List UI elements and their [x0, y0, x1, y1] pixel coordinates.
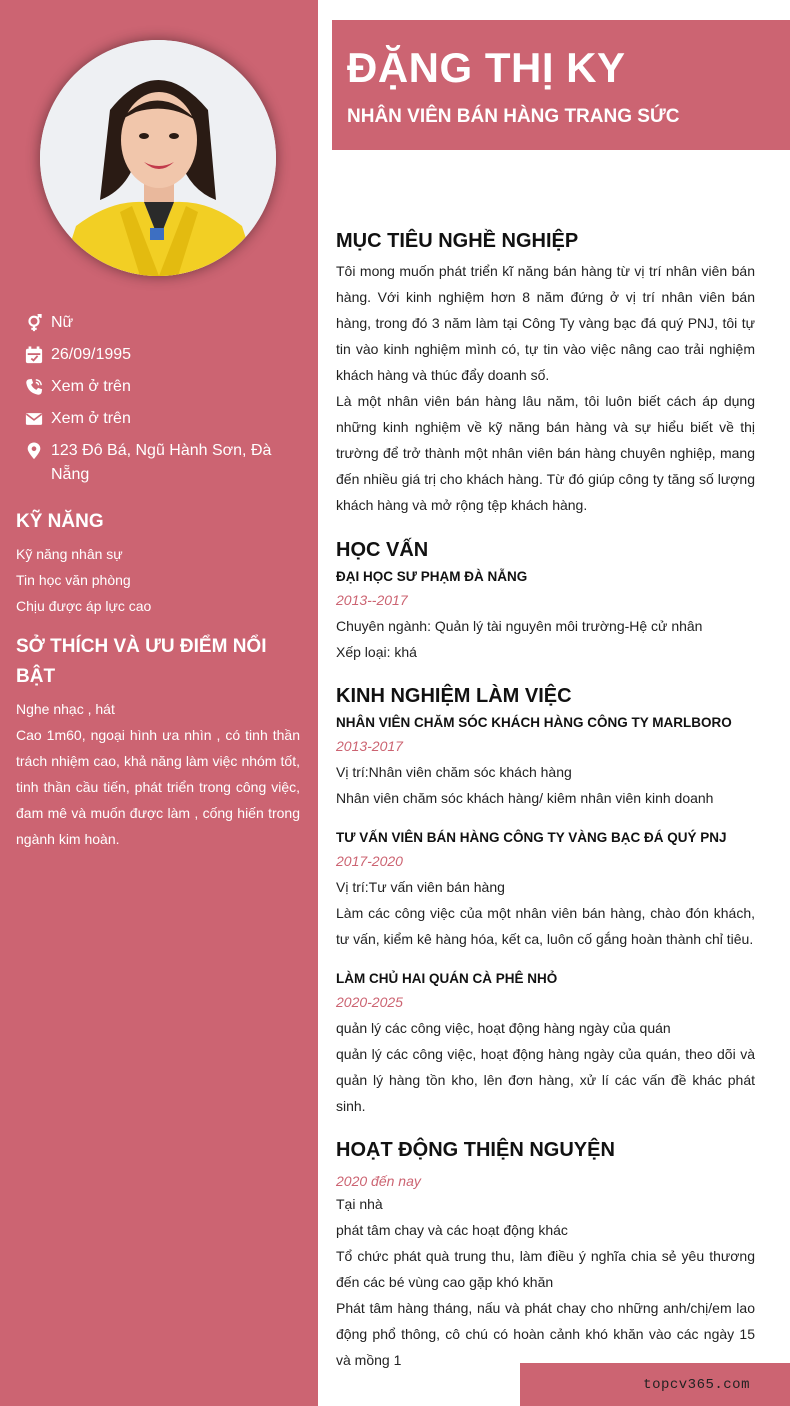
contact-gender-text: Nữ — [51, 314, 74, 331]
objective-paragraph: Tôi mong muốn phát triển kĩ năng bán hàng từ vị trí nhân viên bán hàng. Với kinh nghiệm hơn 8 năm đứng ở vị trí nhân viên bán hàng, trong đó 3 năm làm tại Công Ty vàng bạc đá quý PNJ, tôi tự tin vào kinh nghiệm mình có, tự tin vào việc nâng cao trải nghiệm khách hàng và thúc đẩy doanh số. — [336, 263, 755, 383]
objective-title: MỤC TIÊU NGHỀ NGHIỆP — [336, 230, 579, 252]
contact-phone-text: Xem ở trên — [51, 378, 131, 395]
objective-section — [336, 227, 755, 518]
contact-address-text: 123 Đô Bá, Ngũ Hành Sơn, Đà Nẵng — [51, 442, 272, 483]
skills-section — [16, 507, 300, 619]
candidate-name: ĐẶNG THỊ KY — [347, 44, 626, 91]
job-line: Nhân viên chăm sóc khách hàng/ kiêm nhân viên kinh doanh — [336, 790, 714, 806]
main-content — [336, 227, 755, 1373]
footer-banner — [520, 1363, 790, 1406]
skill-item: Chịu được áp lực cao — [16, 598, 152, 614]
hobby-item: Nghe nhạc , hát — [16, 701, 115, 717]
education-line: Xếp loại: khá — [336, 644, 417, 660]
gender-icon — [24, 311, 44, 335]
job-date: 2013-2017 — [336, 738, 403, 754]
school-name: ĐẠI HỌC SƯ PHẠM ĐÀ NẴNG — [336, 569, 528, 584]
charity-date: 2020 đến nay — [336, 1173, 421, 1189]
job-line: quản lý các công việc, hoạt động hàng ngày của quán, theo dõi và quản lý hàng tồn kho, lên đơn hàng, xử lí các vấn đề khác phát sinh. — [336, 1046, 755, 1114]
header-banner — [332, 20, 790, 150]
job-date: 2020-2025 — [336, 994, 403, 1010]
job-entry — [336, 969, 755, 1119]
charity-place: Tại nhà — [336, 1196, 383, 1212]
portrait-image — [40, 40, 276, 276]
charity-line: phát tâm chay và các hoạt động khác — [336, 1222, 568, 1238]
watermark-text: topcv365.com — [643, 1377, 750, 1393]
objective-paragraph: Là một nhân viên bán hàng lâu năm, tôi luôn biết cách áp dụng những kinh nghiệm về kỹ năng bán hàng và sự hiểu biết về thị trường để trở thành một nhân viên bán hàng chuyên nghiệp, mang đến nhiều giá trị cho khách hàng. Từ đó giúp công ty tăng số lượng khách hàng và mở rộng tệp khách hàng. — [336, 393, 755, 513]
skill-item: Tin học văn phòng — [16, 572, 131, 588]
education-title: HỌC VẤN — [336, 539, 429, 561]
experience-title: KINH NGHIỆM LÀM VIỆC — [336, 685, 572, 707]
email-icon — [24, 407, 44, 431]
job-line: quản lý các công việc, hoạt động hàng ngày của quán — [336, 1020, 671, 1036]
hobbies-title: SỞ THÍCH VÀ ƯU ĐIỂM NỔI BẬT — [16, 636, 267, 687]
education-line: Chuyên ngành: Quản lý tài nguyên môi trường-Hệ cử nhân — [336, 618, 703, 634]
job-date: 2017-2020 — [336, 853, 403, 869]
hobbies-section — [16, 632, 300, 852]
contact-email — [24, 407, 304, 431]
charity-section — [336, 1136, 755, 1373]
charity-title: HOẠT ĐỘNG THIỆN NGUYỆN — [336, 1139, 615, 1161]
charity-line: Tổ chức phát quà trung thu, làm điều ý nghĩa chia sẻ yêu thương đến các bé vùng cao gặp khó khăn — [336, 1248, 755, 1290]
job-line: Vị trí:Tư vấn viên bán hàng — [336, 879, 505, 895]
candidate-role: NHÂN VIÊN BÁN HÀNG TRANG SỨC — [347, 106, 680, 127]
job-title: LÀM CHỦ HAI QUÁN CÀ PHÊ NHỎ — [336, 971, 558, 986]
skill-item: Kỹ năng nhân sự — [16, 546, 123, 562]
skills-title: KỸ NĂNG — [16, 511, 104, 532]
education-section — [336, 536, 755, 665]
phone-icon — [24, 375, 44, 399]
job-entry — [336, 828, 755, 952]
profile-photo — [40, 40, 276, 276]
experience-section — [336, 682, 755, 1119]
job-line: Làm các công việc của một nhân viên bán hàng, chào đón khách, tư vấn, kiểm kê hàng hóa, kết ca, luôn cố gắng hoàn thành chỉ tiêu. — [336, 905, 755, 947]
calendar-icon — [24, 343, 44, 367]
contact-birthday-text: 26/09/1995 — [51, 346, 132, 363]
job-title: NHÂN VIÊN CHĂM SÓC KHÁCH HÀNG CÔNG TY MARLBORO — [336, 715, 732, 730]
contact-address — [24, 439, 304, 487]
contact-birthday — [24, 343, 304, 367]
contact-email-text: Xem ở trên — [51, 410, 131, 427]
sidebar — [0, 0, 318, 1406]
job-line: Vị trí:Nhân viên chăm sóc khách hàng — [336, 764, 572, 780]
hobby-description: Cao 1m60, ngoại hình ưa nhìn , có tinh thần trách nhiệm cao, khả năng làm việc nhóm tốt, tinh thần cầu tiến, phát triển trong công việc, đam mê và muốn được làm , cống hiến trong ngành kim hoàn. — [16, 727, 300, 847]
education-date: 2013--2017 — [336, 592, 408, 608]
charity-line: Phát tâm hàng tháng, nấu và phát chay cho những anh/chị/em lao động phổ thông, cô chú có hoàn cảnh khó khăn vào các ngày 15 và mồng 1 — [336, 1300, 755, 1368]
contact-phone — [24, 375, 304, 399]
contact-list — [24, 311, 304, 495]
contact-gender — [24, 311, 304, 335]
job-entry — [336, 713, 755, 811]
job-title: TƯ VẤN VIÊN BÁN HÀNG CÔNG TY VÀNG BẠC ĐÁ QUÝ PNJ — [336, 830, 727, 845]
location-icon — [24, 439, 44, 463]
